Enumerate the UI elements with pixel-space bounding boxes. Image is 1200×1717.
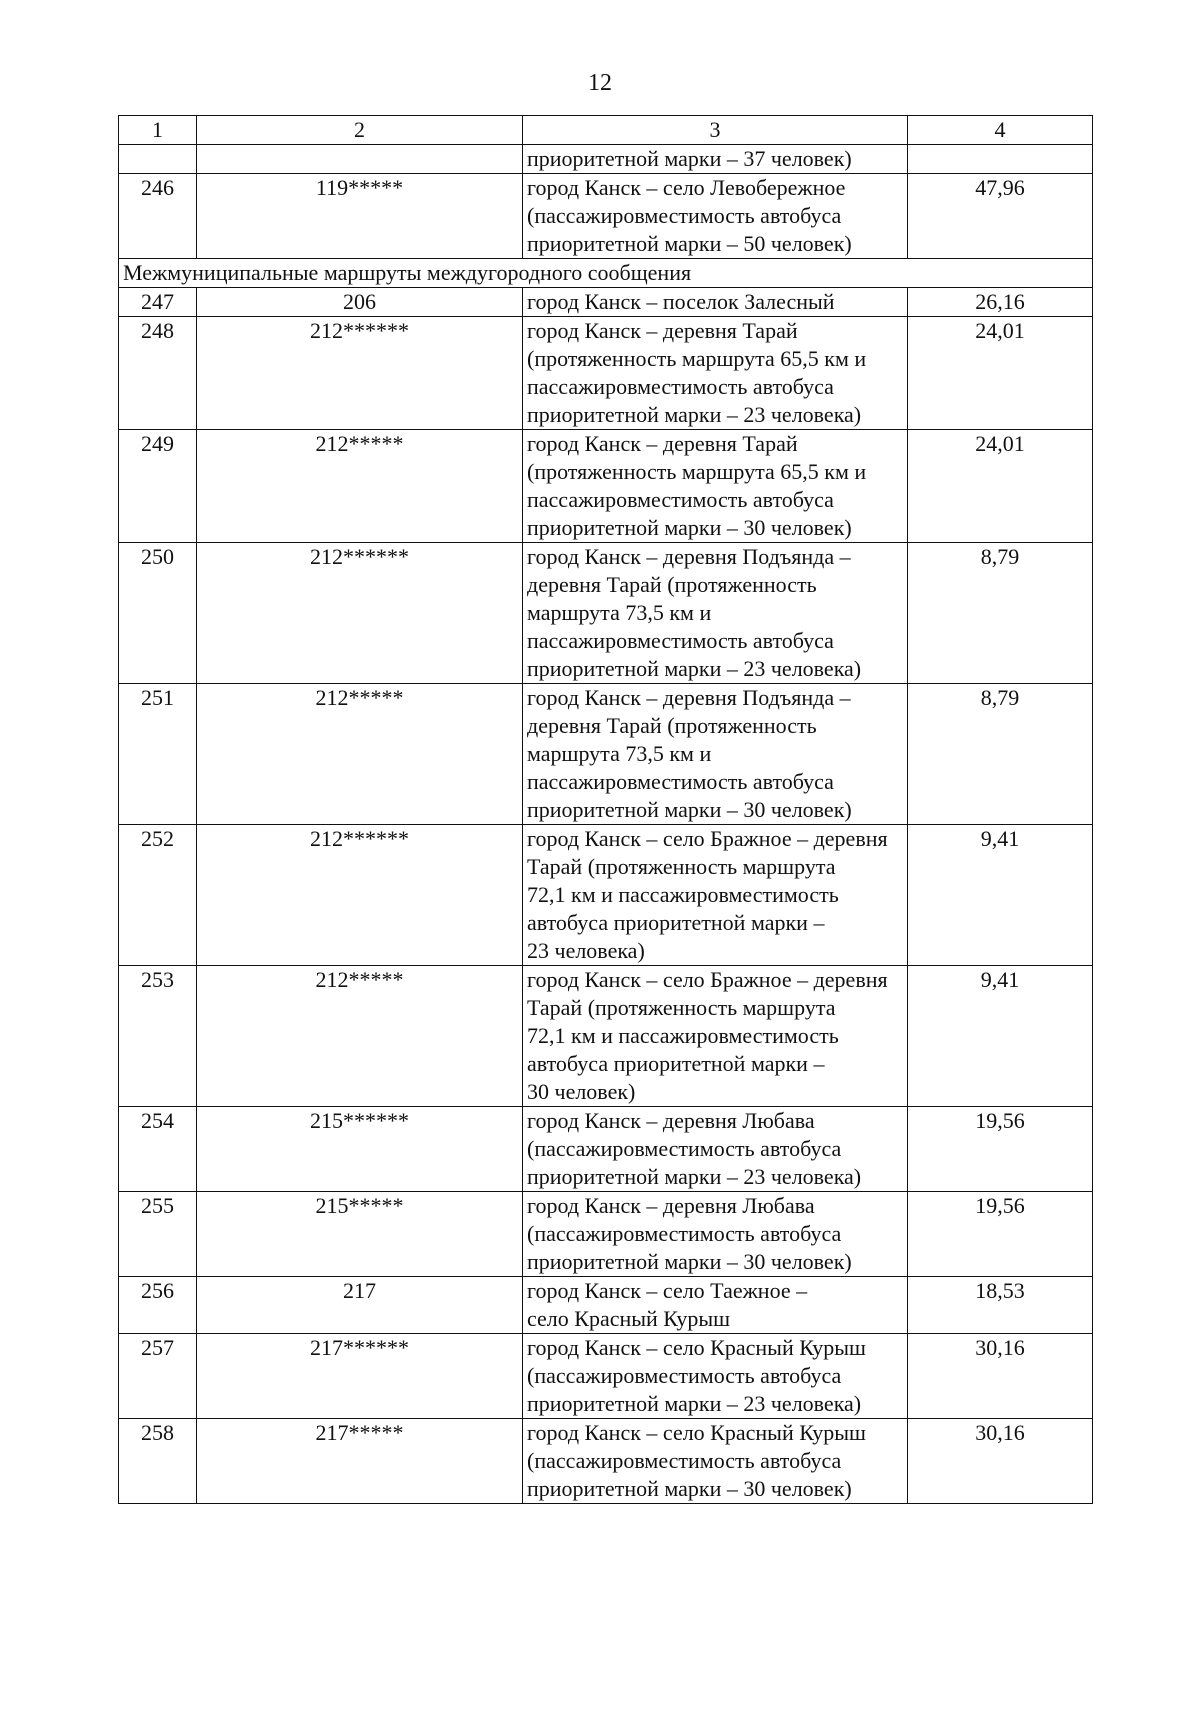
route-description: город Канск – деревня Подъянда – деревня Тарай (протяженность маршрута 73,5 км и пассажировместимость автобуса приоритетной марки – 23 человека)	[523, 543, 908, 684]
route-description: город Канск – село Красный Курыш (пассажировместимость автобуса приоритетной марки – 23 человека)	[523, 1334, 908, 1419]
route-code: 212*****	[197, 430, 523, 543]
route-description: город Канск – деревня Любава (пассажировместимость автобуса приоритетной марки – 23 человека)	[523, 1107, 908, 1192]
column-header: 4	[908, 116, 1093, 145]
route-description: город Канск – деревня Тарай (протяженность маршрута 65,5 км и пассажировместимость автобуса приоритетной марки – 30 человек)	[523, 430, 908, 543]
route-description: город Канск – село Бражное – деревня Тарай (протяженность маршрута 72,1 км и пассажировместимость автобуса приоритетной марки – 23 человека)	[523, 825, 908, 966]
row-number: 256	[119, 1277, 197, 1334]
row-number: 258	[119, 1419, 197, 1504]
table-row	[119, 174, 1093, 259]
route-description: город Канск – поселок Залесный	[523, 288, 908, 317]
route-code: 215*****	[197, 1192, 523, 1277]
table-row	[119, 317, 1093, 430]
row-number: 248	[119, 317, 197, 430]
table-row	[119, 825, 1093, 966]
route-value	[908, 145, 1093, 174]
route-value: 30,16	[908, 1334, 1093, 1419]
route-description: город Канск – село Красный Курыш (пассажировместимость автобуса приоритетной марки – 30 человек)	[523, 1419, 908, 1504]
route-description: город Канск – деревня Подъянда – деревня Тарай (протяженность маршрута 73,5 км и пассажировместимость автобуса приоритетной марки – 30 человек)	[523, 684, 908, 825]
row-number: 252	[119, 825, 197, 966]
route-code: 215******	[197, 1107, 523, 1192]
route-code: 217	[197, 1277, 523, 1334]
row-number: 251	[119, 684, 197, 825]
row-number: 249	[119, 430, 197, 543]
table-row	[119, 966, 1093, 1107]
route-value: 30,16	[908, 1419, 1093, 1504]
row-number: 255	[119, 1192, 197, 1277]
route-code: 212******	[197, 825, 523, 966]
route-description: город Канск – село Левобережное (пассажировместимость автобуса приоритетной марки – 50 человек)	[523, 174, 908, 259]
page-number: 12	[588, 70, 612, 96]
route-code: 119*****	[197, 174, 523, 259]
route-code: 206	[197, 288, 523, 317]
section-row	[119, 259, 1093, 288]
route-code: 212******	[197, 317, 523, 430]
route-value: 24,01	[908, 317, 1093, 430]
table-row	[119, 430, 1093, 543]
route-value: 8,79	[908, 684, 1093, 825]
section-title: Межмуниципальные маршруты междугородного сообщения	[119, 259, 1093, 288]
row-number: 250	[119, 543, 197, 684]
row-number: 253	[119, 966, 197, 1107]
table-row	[119, 1277, 1093, 1334]
table-row	[119, 288, 1093, 317]
route-value: 19,56	[908, 1107, 1093, 1192]
route-value: 9,41	[908, 966, 1093, 1107]
row-number	[119, 145, 197, 174]
column-header: 2	[197, 116, 523, 145]
row-number: 246	[119, 174, 197, 259]
route-value: 47,96	[908, 174, 1093, 259]
route-code: 212*****	[197, 684, 523, 825]
route-description: приоритетной марки – 37 человек)	[523, 145, 908, 174]
table-row	[119, 543, 1093, 684]
route-code: 217*****	[197, 1419, 523, 1504]
table-row	[119, 1192, 1093, 1277]
route-value: 18,53	[908, 1277, 1093, 1334]
table-header-row	[119, 116, 1093, 145]
route-description: город Канск – село Бражное – деревня Тарай (протяженность маршрута 72,1 км и пассажировместимость автобуса приоритетной марки – 30 человек)	[523, 966, 908, 1107]
row-number: 247	[119, 288, 197, 317]
route-value: 24,01	[908, 430, 1093, 543]
route-description: город Канск – деревня Любава (пассажировместимость автобуса приоритетной марки – 30 человек)	[523, 1192, 908, 1277]
route-description: город Канск – село Таежное – село Красный Курыш	[523, 1277, 908, 1334]
table-row-continuation	[119, 145, 1093, 174]
table-row	[119, 1419, 1093, 1504]
route-value: 19,56	[908, 1192, 1093, 1277]
route-value: 26,16	[908, 288, 1093, 317]
route-value: 9,41	[908, 825, 1093, 966]
route-code: 217******	[197, 1334, 523, 1419]
row-number: 254	[119, 1107, 197, 1192]
column-header: 1	[119, 116, 197, 145]
route-code: 212******	[197, 543, 523, 684]
route-code	[197, 145, 523, 174]
table-row	[119, 1107, 1093, 1192]
route-value: 8,79	[908, 543, 1093, 684]
row-number: 257	[119, 1334, 197, 1419]
route-description: город Канск – деревня Тарай (протяженность маршрута 65,5 км и пассажировместимость автобуса приоритетной марки – 23 человека)	[523, 317, 908, 430]
routes-table	[118, 115, 1093, 1504]
column-header: 3	[523, 116, 908, 145]
table-row	[119, 684, 1093, 825]
table-row	[119, 1334, 1093, 1419]
route-code: 212*****	[197, 966, 523, 1107]
